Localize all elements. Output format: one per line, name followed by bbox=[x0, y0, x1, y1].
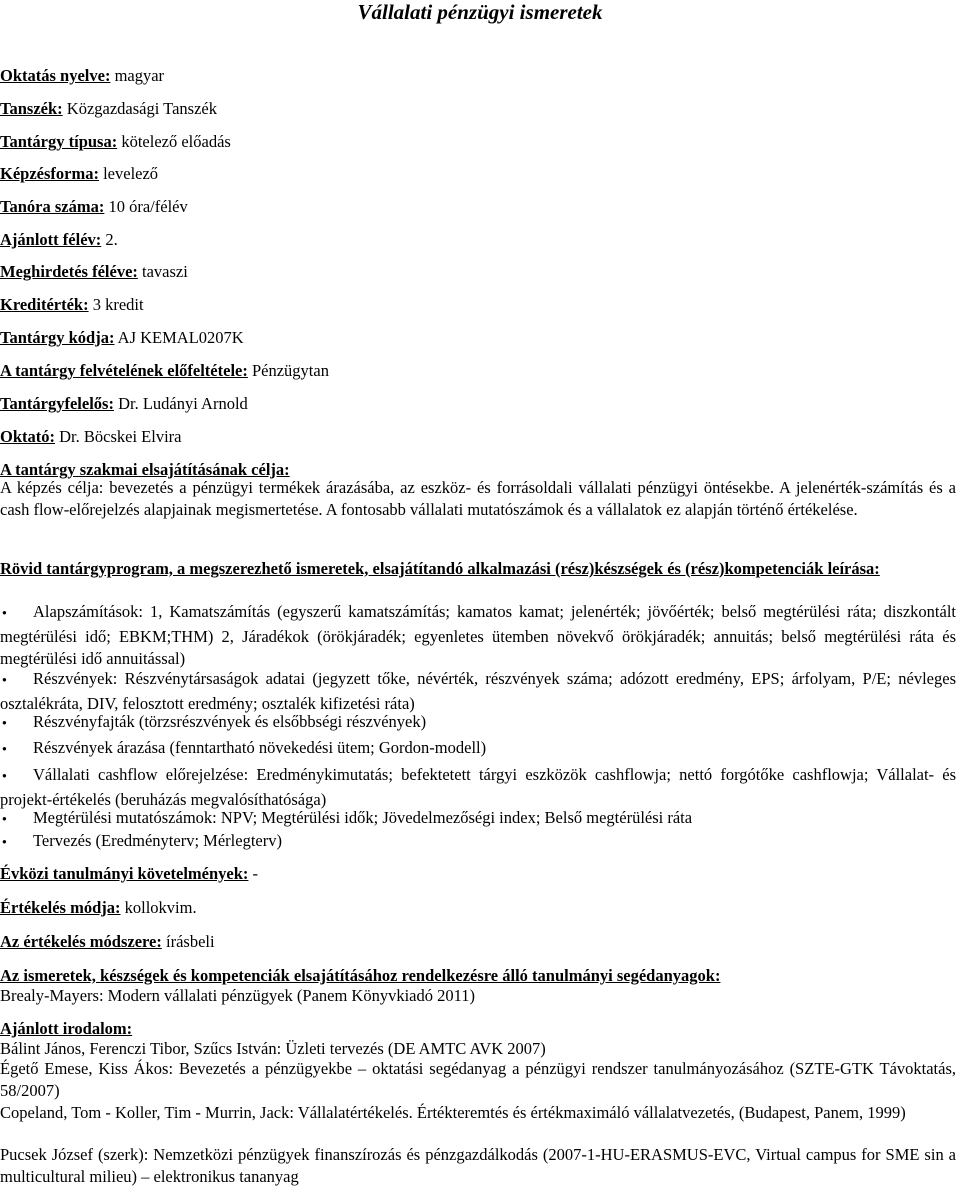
list-item bbox=[0, 711, 956, 736]
field-value: Közgazdasági Tanszék bbox=[62, 99, 217, 118]
list-item-text: Részvényfajták (törzsrészvények és elsőbbségi részvények) bbox=[33, 712, 427, 731]
field-value: Dr. Ludányi Arnold bbox=[113, 394, 248, 413]
literature-item: Copeland, Tom - Koller, Tim - Murrin, Jack: Vállalatértékelés. Értékteremtés és értékmaximáló vállalatvezetés, (Budapest, Panem, 1999) bbox=[0, 1103, 906, 1122]
field-value: Dr. Böcskei Elvira bbox=[55, 427, 182, 446]
assessment-method bbox=[0, 932, 958, 952]
program-heading bbox=[0, 558, 956, 580]
bullet-icon bbox=[0, 601, 33, 626]
field-label: Tanóra száma: bbox=[0, 197, 105, 216]
literature-item: Égető Emese, Kiss Ákos: Bevezetés a pénzügyekbe – oktatási segédanyag a pénzügyi rendszer tanulmányozásához (SZTE-GTK Távoktatás, 58/2007) bbox=[0, 1059, 956, 1101]
page-title: Vállalati pénzügyi ismeretek bbox=[357, 0, 603, 24]
field-label: Meghirdetés féléve: bbox=[0, 262, 138, 281]
field-label: Tantárgy kódja: bbox=[0, 328, 115, 347]
field-value: levelező bbox=[98, 164, 159, 183]
field-label: Tantárgyfelelős: bbox=[0, 394, 114, 413]
field-value: 3 kredit bbox=[88, 295, 144, 314]
assessment-mode-value: kollokvim. bbox=[120, 898, 197, 917]
field-value: kötelező előadás bbox=[117, 132, 231, 151]
assessment-mode bbox=[0, 898, 958, 918]
field-announced bbox=[0, 262, 958, 282]
field-value: AJ KEMAL0207K bbox=[114, 328, 244, 347]
literature-heading bbox=[0, 1019, 958, 1039]
bullet-icon bbox=[0, 830, 33, 855]
field-training-form bbox=[0, 164, 958, 184]
materials-heading-text: Az ismeretek, készségek és kompetenciák elsajátításához rendelkezésre álló tanulmányi segédanyagok: bbox=[0, 966, 721, 985]
field-value: tavaszi bbox=[137, 262, 188, 281]
field-label: Kreditérték: bbox=[0, 295, 89, 314]
list-item-text: Megtérülési mutatószámok: NPV; Megtérülési idők; Jövedelmezőségi index; Belső megtérülési ráta bbox=[33, 808, 693, 827]
materials-text: Brealy-Mayers: Modern vállalati pénzügyek (Panem Könyvkiadó 2011) bbox=[0, 986, 476, 1005]
field-label: Tanszék: bbox=[0, 99, 63, 118]
assessment-method-value: írásbeli bbox=[161, 932, 215, 951]
bullet-icon bbox=[0, 711, 33, 736]
field-label: Oktató: bbox=[0, 427, 55, 446]
assessment-mode-label: Értékelés módja: bbox=[0, 898, 121, 917]
field-lessons bbox=[0, 197, 958, 217]
field-value: 10 óra/félév bbox=[104, 197, 188, 216]
program-heading-text: Rövid tantárgyprogram, a megszerezhető ismeretek, elsajátítandó alkalmazási (rész)készségek és (rész)kompetenciák leírása: bbox=[0, 559, 880, 578]
field-label: Tantárgy típusa: bbox=[0, 132, 118, 151]
bullet-icon bbox=[0, 807, 33, 832]
field-course-code bbox=[0, 328, 958, 348]
assessment-method-label: Az értékelés módszere: bbox=[0, 932, 162, 951]
field-course-type bbox=[0, 132, 958, 152]
literature-item: Bálint János, Ferenczi Tibor, Szűcs István: Üzleti tervezés (DE AMTC AVK 2007) bbox=[0, 1039, 546, 1058]
field-value: Pénzügytan bbox=[247, 361, 329, 380]
list-item bbox=[0, 668, 956, 715]
bullet-icon bbox=[0, 737, 33, 762]
field-lecturer bbox=[0, 427, 958, 447]
list-item-text: Alapszámítások: 1, Kamatszámítás (egyszerű kamatszámítás; kamatos kamat; jelenérték; jövőérték; belső megtérülési ráta; diszkontált megtérülési idő; EBKM;THM) 2, Járadékok (örökjáradék; egyenletes ütemben növekvő örökjáradék; annuitás; belső megtérülési ráta és megtérülési idő annuitással) bbox=[0, 602, 956, 669]
field-label: A tantárgy felvételének előfeltétele: bbox=[0, 361, 248, 380]
list-item bbox=[0, 737, 956, 762]
field-label: Képzésforma: bbox=[0, 164, 99, 183]
field-language bbox=[0, 66, 958, 86]
list-item bbox=[0, 807, 956, 832]
bullet-icon bbox=[0, 668, 33, 693]
goal-heading-text: A tantárgy szakmai elsajátításának célja: bbox=[0, 460, 290, 479]
field-responsible bbox=[0, 394, 958, 414]
field-credit bbox=[0, 295, 958, 315]
list-item-text: Vállalati cashflow előrejelzése: Eredménykimutatás; befektetett tárgyi eszközök cashflowja; nettó forgótőke cashflowja; Vállalat- és projekt-értékelés (beruházás megvalósíthatósága) bbox=[0, 765, 956, 810]
literature-heading-text: Ajánlott irodalom: bbox=[0, 1019, 133, 1038]
field-value: 2. bbox=[101, 230, 118, 249]
list-item-text: Tervezés (Eredményterv; Mérlegterv) bbox=[33, 831, 282, 850]
list-item-text: Részvények árazása (fenntartható növekedési ütem; Gordon-modell) bbox=[33, 738, 487, 757]
materials-heading bbox=[0, 966, 958, 986]
literature-item: Pucsek József (szerk): Nemzetközi pénzügyek finanszírozás és pénzgazdálkodás (2007-1-HU-ERASMUS-EVC, Virtual campus for SME sin a multicultural milieu) – elektronikus tananyag bbox=[0, 1145, 956, 1187]
field-prerequisite bbox=[0, 361, 958, 381]
list-item bbox=[0, 764, 956, 811]
bullet-icon bbox=[0, 764, 33, 789]
requirements-label: Évközi tanulmányi követelmények: bbox=[0, 864, 249, 883]
goal-text: A képzés célja: bevezetés a pénzügyi termékek árazásába, az eszköz- és forrásoldali vállalati pénzügyi öntésekbe. A jelenérték-számítás és a cash flow-előrejelzés alapjainak megismertetése. A fontosabb vállalati mutatószámok és a vállalatok ez alapján történő értékelése. bbox=[0, 478, 956, 520]
field-label: Ajánlott félév: bbox=[0, 230, 102, 249]
field-semester bbox=[0, 230, 958, 250]
field-label: Oktatás nyelve: bbox=[0, 66, 111, 85]
field-value: magyar bbox=[110, 66, 165, 85]
requirements-value: - bbox=[248, 864, 259, 883]
list-item bbox=[0, 830, 956, 855]
list-item bbox=[0, 601, 956, 671]
requirements bbox=[0, 864, 958, 884]
list-item-text: Részvények: Részvénytársaságok adatai (jegyzett tőke, névérték, részvények száma; adózott eredmény, EPS; árfolyam, P/E; névleges osztalékráta, DIV, felosztott eredmény; osztalék kifizetési ráta) bbox=[0, 669, 956, 714]
field-department bbox=[0, 99, 958, 119]
